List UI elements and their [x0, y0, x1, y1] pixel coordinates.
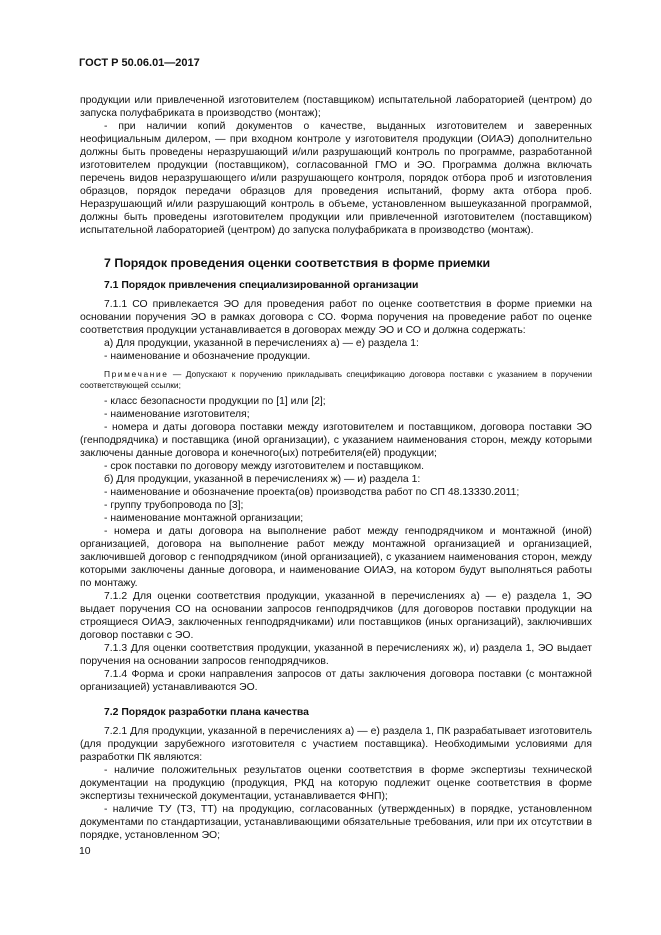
subsection-7-1-heading: 7.1 Порядок привлечения специализированной организации	[104, 280, 419, 291]
page-number: 10	[79, 846, 91, 857]
note	[80, 369, 592, 391]
list-item: - срок поставки по договору между изготовителем и поставщиком.	[104, 461, 425, 472]
list-item: - группу трубопровода по [3];	[104, 500, 244, 511]
clause-7-1-2: 7.1.2 Для оценки соответствия продукции, указанной в перечислениях а) — е) раздела 1, ЭО выдает поручения СО на основании запросов генподрядчиков (для договоров поставки продукции на строящиеся ОИАЭ, заключенных генподрядчиками) или поставщиков (иных организаций), заключивших договор поставки с ЭО.	[80, 591, 592, 641]
clause-7-1-3: 7.1.3 Для оценки соответствия продукции, указанной в перечислениях ж), и) раздела 1, ЭО выдает поручения на основании запросов генподрядчиков.	[80, 643, 592, 667]
list-item: - класс безопасности продукции по [1] или [2];	[104, 396, 326, 407]
paragraph: - при наличии копий документов о качестве, выданных изготовителем и заверенных неофициальным дилером, — при входном контроле у изготовителя продукции (ОИАЭ) дополнительно должны быть проведены неразрушающий и/или разрушающий контроль по программе, разработанной изготовителем продукции (поставщиком), согласованной ГМО и ЭО. Программа должна включать перечень видов неразрушающего и/или разрушающего контроля, порядок отбора проб и изготовления образцов, порядок передачи образцов для проведения испытаний, форму акта отбора проб. Неразрушающий и/или разрушающий контроль в объеме, установленном вышеуказанной программой, должны быть проведены изготовителем продукции или привлеченной изготовителем (поставщиком) испытательной лабораторией (центром) до запуска полуфабриката в производство (монтаж).	[80, 121, 592, 236]
list-item: - наименование изготовителя;	[104, 409, 250, 420]
list-intro: а) Для продукции, указанной в перечислениях а) — е) раздела 1:	[104, 338, 419, 349]
list-item: - номера и даты договора на выполнение работ между генподрядчиком и монтажной (иной) организацией, договора на выполнение работ между монтажной организацией и организацией, заключившей договор с генподрядчиком (иной организацией), с указанием наименования сторон, между которыми заключены данные договора, и наименование ОИАЭ, на котором будут выполняться работы по монтажу.	[80, 526, 592, 589]
page-body	[80, 94, 592, 842]
subsection-7-2-heading: 7.2 Порядок разработки плана качества	[104, 707, 309, 718]
list-item: - наименование и обозначение продукции.	[104, 351, 311, 362]
note-label: Примечание	[104, 369, 169, 379]
document-code-header: ГОСТ Р 50.06.01—2017	[79, 57, 200, 69]
list-item: - наименование и обозначение проекта(ов) производства работ по СП 48.13330.2011;	[104, 487, 520, 498]
list-item: - наименование монтажной организации;	[104, 513, 304, 524]
list-intro: б) Для продукции, указанной в перечислениях ж) — и) раздела 1:	[104, 474, 421, 485]
list-item: - номера и даты договора поставки между изготовителем и поставщиком, договора поставки ЭО (генподрядчика) и поставщика (иной организации), с указанием наименования сторон, между которыми заключены данные договора и конечного(ых) потребителя(ей) продукции;	[80, 422, 592, 459]
list-item: - наличие ТУ (ТЗ, ТТ) на продукцию, согласованных (утвержденных) в порядке, установленном документами по стандартизации, устанавливающими обязательные требования, или при их отсутствии в порядке, установленном ЭО;	[80, 804, 592, 841]
paragraph: продукции или привлеченной изготовителем (поставщиком) испытательной лабораторией (центром) до запуска полуфабриката в производство (монтаж);	[80, 95, 592, 119]
clause-7-2-1: 7.2.1 Для продукции, указанной в перечислениях а) — е) раздела 1, ПК разрабатывает изготовитель (для продукции зарубежного изготовителя с участием поставщика). Необходимыми условиями для разработки ПК являются:	[80, 726, 592, 763]
section-7-heading: 7 Порядок проведения оценки соответствия в форме приемки	[104, 256, 491, 270]
clause-7-1-4: 7.1.4 Форма и сроки направления запросов от даты заключения договора поставки (с монтажной организацией) устанавливаются ЭО.	[80, 669, 592, 693]
clause-7-1-1: 7.1.1 СО привлекается ЭО для проведения работ по оценке соответствия в форме приемки на основании поручения ЭО в рамках договора с СО. Форма поручения на проведение работ по оценке соответствия продукции устанавливается в договорах между ЭО и СО и должна содержать:	[80, 299, 592, 336]
note-text: — Допускают к поручению прикладывать спецификацию договора поставки с указанием в поручении соответствующей ссылки;	[80, 369, 592, 390]
list-item: - наличие положительных результатов оценки соответствия в форме экспертизы технической документации на продукцию (продукция, РКД на которую подлежит оценке соответствия в форме экспертизы технической документации, устанавливается ФНП);	[80, 765, 592, 802]
